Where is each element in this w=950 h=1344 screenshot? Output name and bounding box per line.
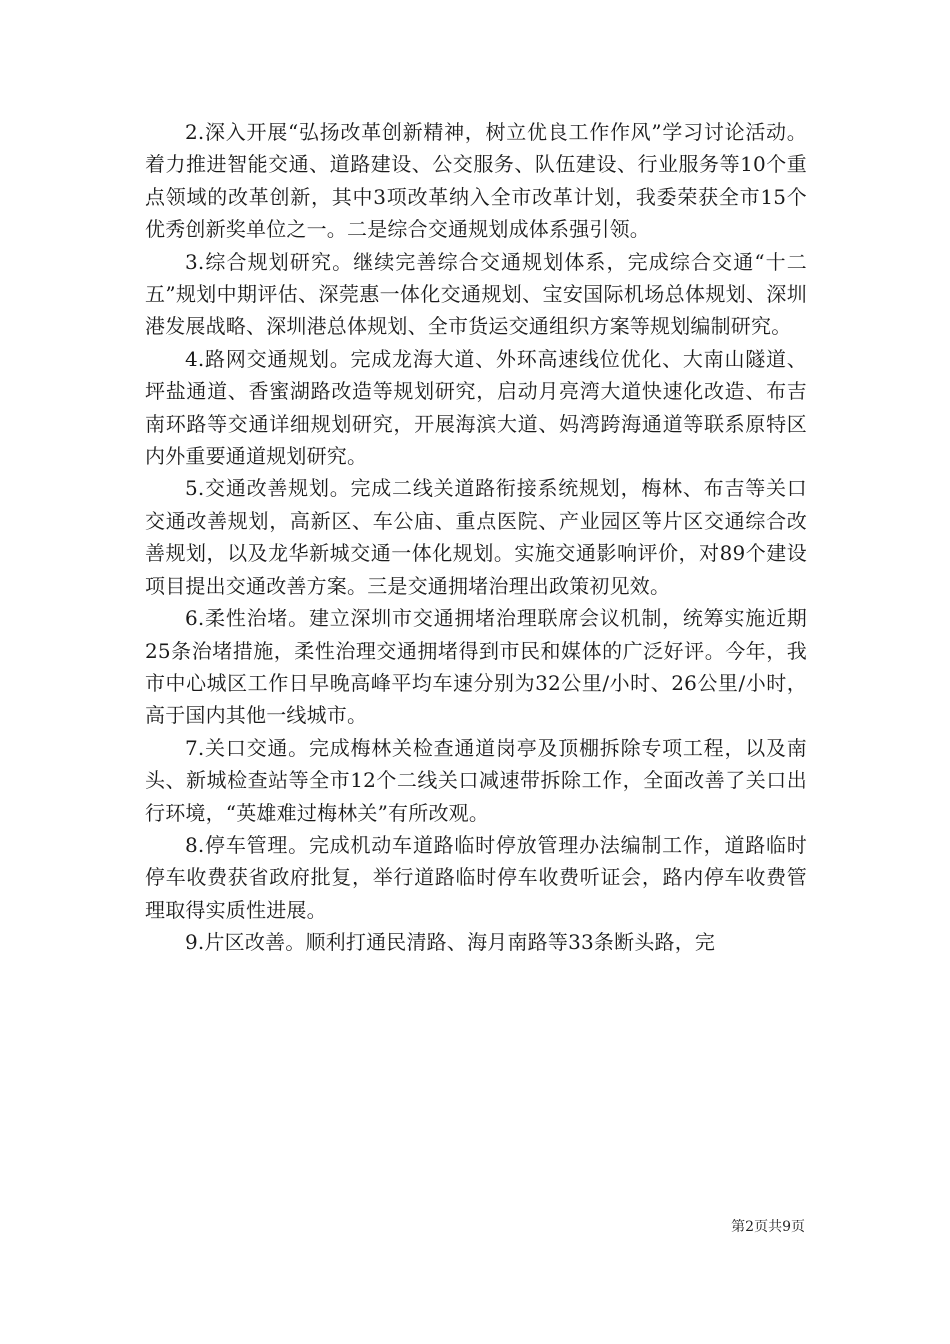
- paragraph-4: 4.路网交通规划。完成龙海大道、外环高速线位优化、大南山隧道、坪盐通道、香蜜湖路改造等规划研究，启动月亮湾大道快速化改造、布吉南环路等交通详细规划研究，开展海滨大道、妈湾跨海通道等联系原特区内外重要通道规划研究。: [145, 346, 807, 469]
- paragraph-8: 8.停车管理。完成机动车道路临时停放管理办法编制工作，道路临时停车收费获省政府批复，举行道路临时停车收费听证会，路内停车收费管理取得实质性进展。: [145, 832, 807, 922]
- paragraph-9: 9.片区改善。顺利打通民清路、海月南路等33条断头路，完: [185, 930, 716, 955]
- paragraph-7: 7.关口交通。完成梅林关检查通道岗亭及顶棚拆除专项工程，以及南头、新城检查站等全市12个二线关口减速带拆除工作，全面改善了关口出行环境，“英雄难过梅林关”有所改观。: [145, 735, 807, 825]
- paragraph-6: 6.柔性治堵。建立深圳市交通拥堵治理联席会议机制，统筹实施近期25条治堵措施，柔性治理交通拥堵得到市民和媒体的广泛好评。今年，我市中心城区工作日早晚高峰平均车速分别为32公里/小时、26公里/小时，高于国内其他一线城市。: [145, 606, 807, 728]
- paragraph-3: 3.综合规划研究。继续完善综合交通规划体系，完成综合交通“十二五”规划中期评估、深莞惠一体化交通规划、宝安国际机场总体规划、深圳港发展战略、深圳港总体规划、全市货运交通组织方案等规划编制研究。: [145, 249, 807, 339]
- paragraph-5: 5.交通改善规划。完成二线关道路衔接系统规划，梅林、布吉等关口交通改善规划，高新区、车公庙、重点医院、产业园区等片区交通综合改善规划，以及龙华新城交通一体化规划。实施交通影响评价，对89个建设项目提出交通改善方案。三是交通拥堵治理出政策初见效。: [145, 476, 807, 598]
- page-number: 第2页共9页: [731, 1219, 805, 1235]
- document-body: [145, 116, 807, 959]
- paragraph-2: 2.深入开展“弘扬改革创新精神，树立优良工作作风”学习讨论活动。着力推进智能交通、道路建设、公交服务、队伍建设、行业服务等10个重点领域的改革创新，其中3项改革纳入全市改革计划，我委荣获全市15个优秀创新奖单位之一。二是综合交通规划成体系强引领。: [145, 120, 807, 242]
